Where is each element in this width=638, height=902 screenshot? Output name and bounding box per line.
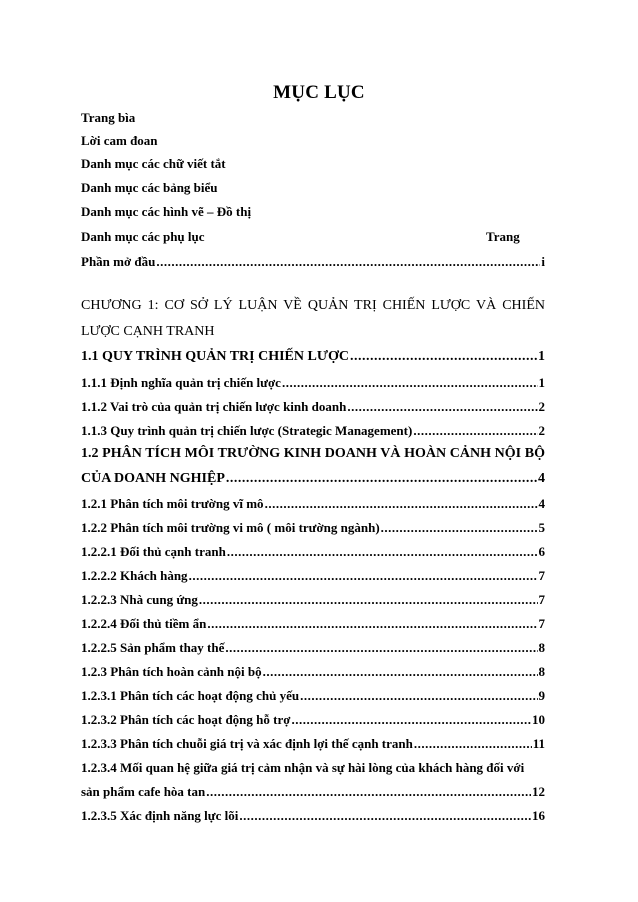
dot-leader xyxy=(413,423,537,439)
toc-entry xyxy=(81,544,545,564)
toc-entry-intro xyxy=(81,254,545,274)
toc-entry-label: CỦA DOANH NGHIỆP xyxy=(81,471,225,486)
toc-entry-label: 1.1.3 Quy trình quản trị chiến lược (Strategic Management) xyxy=(81,423,413,438)
toc-entry xyxy=(81,808,545,828)
toc-entry xyxy=(81,423,545,443)
toc-entry xyxy=(81,399,545,419)
toc-entry-page: 8 xyxy=(538,640,545,655)
toc-entry-page: 2 xyxy=(538,423,545,438)
toc-entry xyxy=(81,616,545,636)
toc-title: MỤC LỤC xyxy=(273,82,365,103)
dot-leader xyxy=(291,712,531,728)
dot-leader xyxy=(282,375,538,391)
toc-entry xyxy=(81,712,545,732)
toc-entry xyxy=(81,592,545,612)
toc-entry-page: 4 xyxy=(538,496,545,511)
toc-entry-page: 1 xyxy=(538,349,545,364)
toc-entry xyxy=(81,784,545,804)
toc-entry-page: 5 xyxy=(538,520,545,535)
toc-entry xyxy=(81,664,545,684)
front-item-cover: Trang bìa xyxy=(81,110,136,125)
toc-entry xyxy=(81,471,545,491)
toc-entry-page: 2 xyxy=(538,399,545,414)
toc-entry-label: 1.2.2.3 Nhà cung ứng xyxy=(81,592,198,607)
toc-entry-label: 1.2.3 Phân tích hoàn cảnh nội bộ xyxy=(81,664,262,679)
front-item-abbreviations: Danh mục các chữ viết tắt xyxy=(81,156,226,171)
front-item-figures: Danh mục các hình vẽ – Đồ thị xyxy=(81,204,252,219)
toc-entry-page: 10 xyxy=(532,712,545,727)
toc-entry-page: 6 xyxy=(538,544,545,559)
dot-leader xyxy=(239,808,531,824)
toc-entry-label: Phần mở đầu xyxy=(81,254,156,269)
toc-entry-page: i xyxy=(541,254,545,269)
toc-entry-label: 1.2.2.4 Đối thủ tiềm ẩn xyxy=(81,616,207,631)
dot-leader xyxy=(381,520,538,536)
toc-entry-label: 1.2.1 Phân tích môi trường vĩ mô xyxy=(81,496,264,511)
toc-entry xyxy=(81,568,545,588)
toc-entry-page: 12 xyxy=(532,784,545,799)
toc-entry xyxy=(81,349,545,369)
dot-leader xyxy=(156,254,540,270)
toc-entry-page: 9 xyxy=(538,688,545,703)
toc-entry-label: sản phẩm cafe hòa tan xyxy=(81,784,206,799)
toc-entry-label: 1.1.1 Định nghĩa quản trị chiến lược xyxy=(81,375,281,390)
dot-leader xyxy=(226,471,537,487)
dot-leader xyxy=(263,664,538,680)
chapter-heading-line1: CHƯƠNG 1: CƠ SỞ LÝ LUẬN VỀ QUẢN TRỊ CHIẾN LƯỢC VÀ CHIẾN xyxy=(81,298,545,313)
chapter-heading-line2: LƯỢC CẠNH TRANH xyxy=(81,324,215,339)
dot-leader xyxy=(350,349,537,365)
toc-entry xyxy=(81,375,545,395)
toc-entry-page: 4 xyxy=(538,471,545,486)
dot-leader xyxy=(206,784,531,800)
toc-entry xyxy=(81,736,545,756)
toc-entry xyxy=(81,688,545,708)
toc-entry-page: 7 xyxy=(538,592,545,607)
toc-entry-label: 1.2.2 Phân tích môi trường vi mô ( môi trường ngành) xyxy=(81,520,380,535)
toc-entry-label: 1.1 QUY TRÌNH QUẢN TRỊ CHIẾN LƯỢC xyxy=(81,349,349,364)
front-item-declaration: Lời cam đoan xyxy=(81,133,158,148)
toc-entry-page: 1 xyxy=(538,375,545,390)
toc-entry-multiline-line1: 1.2.3.4 Mối quan hệ giữa giá trị cảm nhận và sự hài lòng của khách hàng đối với xyxy=(81,760,525,775)
dot-leader xyxy=(347,399,537,415)
dot-leader xyxy=(189,568,538,584)
toc-entry-label: 1.2.3.2 Phân tích các hoạt động hỗ trợ xyxy=(81,712,291,727)
dot-leader xyxy=(300,688,537,704)
toc-entry-label: 1.2.3.3 Phân tích chuỗi giá trị và xác định lợi thế cạnh tranh xyxy=(81,736,413,751)
dot-leader xyxy=(265,496,538,512)
section-heading-line1: 1.2 PHÂN TÍCH MÔI TRƯỜNG KINH DOANH VÀ HOÀN CẢNH NỘI BỘ xyxy=(81,446,545,461)
toc-entry-page: 8 xyxy=(538,664,545,679)
dot-leader xyxy=(414,736,532,752)
toc-entry-label: 1.2.2.2 Khách hàng xyxy=(81,568,188,583)
trang-label: Trang xyxy=(486,229,520,244)
toc-entry-page: 11 xyxy=(532,736,545,751)
front-item-tables: Danh mục các bảng biểu xyxy=(81,180,218,195)
toc-entry-label: 1.2.3.5 Xác định năng lực lõi xyxy=(81,808,239,823)
toc-entry-page: 16 xyxy=(532,808,545,823)
toc-entry-page: 7 xyxy=(538,568,545,583)
toc-entry xyxy=(81,640,545,660)
toc-entry-label: 1.2.2.1 Đối thủ cạnh tranh xyxy=(81,544,226,559)
toc-entry-page: 7 xyxy=(538,616,545,631)
toc-entry-label: 1.2.3.1 Phân tích các hoạt động chủ yếu xyxy=(81,688,300,703)
front-item-appendices: Danh mục các phụ lục xyxy=(81,229,205,244)
dot-leader xyxy=(207,616,537,632)
toc-entry xyxy=(81,496,545,516)
toc-entry-label: 1.1.2 Vai trò của quản trị chiến lược kinh doanh xyxy=(81,399,347,414)
dot-leader xyxy=(199,592,538,608)
toc-entry-label: 1.2.2.5 Sản phẩm thay thế xyxy=(81,640,225,655)
dot-leader xyxy=(225,640,537,656)
dot-leader xyxy=(227,544,538,560)
toc-entry xyxy=(81,520,545,540)
